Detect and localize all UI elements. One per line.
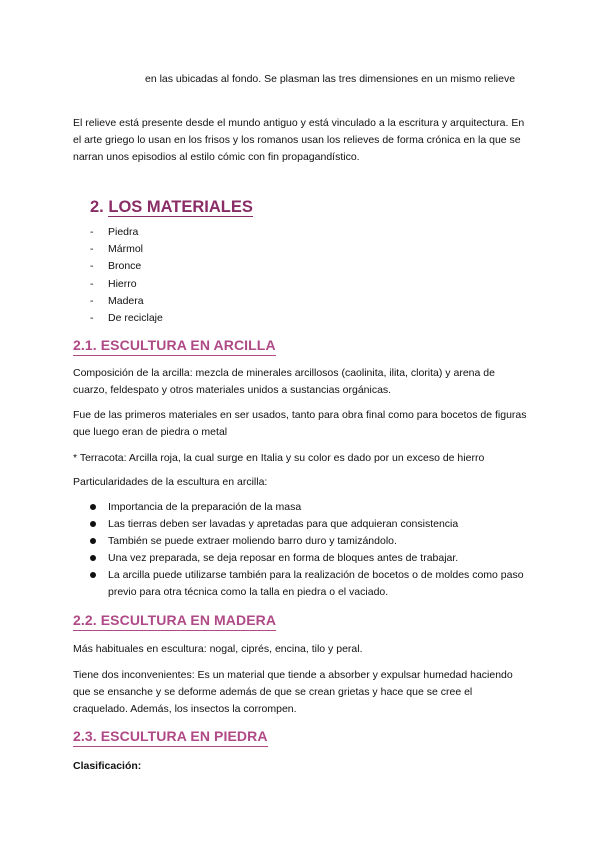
list-item: También se puede extraer moliendo barro duro y tamizándolo. xyxy=(90,533,530,550)
intro-continuation: en las ubicadas al fondo. Se plasman las tres dimensiones en un mismo relieve xyxy=(145,73,516,85)
subheading-piedra: 2.3. ESCULTURA EN PIEDRA xyxy=(73,728,268,744)
madera-habituales: Más habituales en escultura: nogal, ciprés, encina, tilo y peral. xyxy=(73,643,363,655)
list-item: - Bronce xyxy=(90,260,142,273)
particularidades-label: Particularidades de la escultura en arcilla: xyxy=(73,476,268,488)
list-item: Las tierras deben ser lavadas y apretadas para que adquieran consistencia xyxy=(90,516,530,533)
section-heading-materiales xyxy=(90,198,253,217)
subheading-madera: 2.2. ESCULTURA EN MADERA xyxy=(73,612,277,628)
list-item: Importancia de la preparación de la masa xyxy=(90,499,530,516)
list-item: - Hierro xyxy=(90,277,137,290)
list-item: - Mármol xyxy=(90,243,144,256)
section-title: LOS MATERIALES xyxy=(108,198,253,216)
list-item: Una vez preparada, se deja reposar en forma de bloques antes de trabajar. xyxy=(90,550,530,567)
list-item: - De reciclaje xyxy=(90,311,163,324)
list-item: La arcilla puede utilizarse también para la realización de bocetos o de moldes como paso previo para otra técnica como la talla en piedra o el vaciado. xyxy=(90,567,530,601)
bullet-icon xyxy=(90,555,96,561)
terracota-note: * Terracota: Arcilla roja, la cual surge en Italia y su color es dado por un exceso de hierro xyxy=(73,452,485,464)
bullet-icon xyxy=(90,572,96,578)
relieve-paragraph: El relieve está presente desde el mundo antiguo y está vinculado a la escritura y arquitectura. En el arte griego lo usan en los frisos y los romanos usan los relieves de forma crónica en la que se narran unos episodios al estilo cómic con fin propagandístico. xyxy=(73,117,525,163)
bullet-icon xyxy=(90,538,96,544)
bullet-icon xyxy=(90,521,96,527)
piedra-clasificacion: Clasificación: xyxy=(73,760,142,772)
arcilla-first-materials: Fue de las primeros materiales en ser usados, tanto para obra final como para bocetos de figuras que luego eran de piedra o metal xyxy=(73,409,527,438)
section-number: 2. xyxy=(90,198,104,216)
subheading-arcilla: 2.1. ESCULTURA EN ARCILLA xyxy=(73,337,276,353)
bullet-icon xyxy=(90,504,96,510)
materials-list xyxy=(90,224,163,327)
list-item: - Piedra xyxy=(90,226,139,238)
arcilla-composition: Composición de la arcilla: mezcla de minerales arcillosos (caolinita, ilita, clorita) y arena de cuarzo, feldespato y otros materiales unidos a sustancias orgánicas. xyxy=(73,367,495,396)
madera-inconvenientes: Tiene dos inconvenientes: Es un material que tiende a absorber y expulsar humedad haciendo que se ensanche y se deforme además de que se crean grietas y hace que se cree el craquelado. Además, los insectos la corrompen. xyxy=(73,669,513,715)
list-item: - Madera xyxy=(90,294,144,307)
particularidades-list xyxy=(90,499,530,601)
